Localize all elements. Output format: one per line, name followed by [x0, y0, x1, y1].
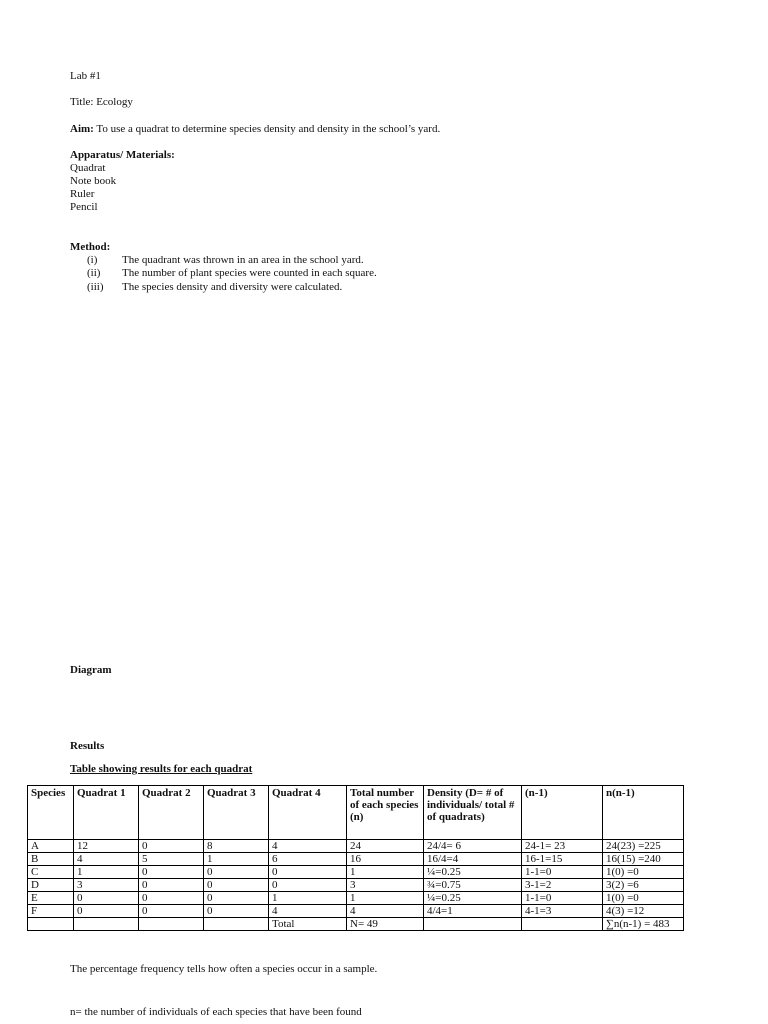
apparatus-label: Apparatus/ Materials: [70, 149, 175, 161]
cell-quadrat-4: 0 [269, 879, 347, 892]
table-row [28, 840, 684, 853]
results-heading [70, 740, 104, 753]
header-quadrat-1: Quadrat 1 [74, 786, 139, 840]
results-heading-text: Results [70, 740, 105, 752]
cell-quadrat-2: 0 [139, 866, 204, 879]
cell-n-times-n-minus-1: 1(0) =0 [603, 892, 684, 905]
results-table [27, 785, 684, 931]
cell-quadrat-3: 1 [204, 853, 269, 866]
header-density: Density (D= # of individuals/ total # of quadrats) [424, 786, 522, 840]
header-n-times-n-minus-1: n(n-1) [603, 786, 684, 840]
table-header-row [28, 786, 684, 840]
method-step-number: (ii) [87, 267, 101, 279]
title-value: Ecology [96, 96, 133, 108]
diagram-heading [70, 664, 112, 677]
cell-quadrat-1: 0 [74, 892, 139, 905]
method-step-text: The species density and diversity were calculated. [122, 281, 343, 293]
title-separator: : [90, 96, 97, 108]
cell-quadrat-2 [139, 918, 204, 931]
cell-total: 16 [347, 853, 424, 866]
cell-density: ¼=0.25 [424, 866, 522, 879]
cell-quadrat-2: 5 [139, 853, 204, 866]
cell-species [28, 918, 74, 931]
header-total: Total number of each species (n) [347, 786, 424, 840]
cell-quadrat-4: 6 [269, 853, 347, 866]
cell-n-minus-1: 3-1=2 [522, 879, 603, 892]
cell-quadrat-3: 0 [204, 866, 269, 879]
cell-species: B [28, 853, 74, 866]
cell-species: D [28, 879, 74, 892]
cell-density: 4/4=1 [424, 905, 522, 918]
method-step-number: (iii) [87, 281, 104, 293]
apparatus-item: Quadrat [70, 162, 106, 174]
header-quadrat-2: Quadrat 2 [139, 786, 204, 840]
table-row [28, 879, 684, 892]
cell-quadrat-4: 4 [269, 840, 347, 853]
title-line [70, 96, 133, 109]
cell-quadrat-2: 0 [139, 892, 204, 905]
cell-species: E [28, 892, 74, 905]
apparatus-item: Note book [70, 175, 117, 187]
header-species: Species [28, 786, 74, 840]
cell-quadrat-4: 0 [269, 866, 347, 879]
cell-total: 4 [347, 905, 424, 918]
cell-n-minus-1 [522, 918, 603, 931]
cell-quadrat-2: 0 [139, 840, 204, 853]
cell-n-minus-1: 24-1= 23 [522, 840, 603, 853]
cell-quadrat-3: 0 [204, 905, 269, 918]
aim-text: To use a quadrat to determine species density and density in the school’s yard. [96, 123, 441, 135]
cell-n-times-n-minus-1: ∑n(n-1) = 483 [603, 918, 684, 931]
table-caption: Table showing results for each quadrat [70, 763, 253, 775]
table-row [28, 905, 684, 918]
aim-line [70, 123, 440, 136]
cell-n-times-n-minus-1: 3(2) =6 [603, 879, 684, 892]
cell-n-times-n-minus-1: 16(15) =240 [603, 853, 684, 866]
cell-quadrat-4: 4 [269, 905, 347, 918]
cell-n-times-n-minus-1: 4(3) =12 [603, 905, 684, 918]
cell-n-times-n-minus-1: 24(23) =225 [603, 840, 684, 853]
cell-quadrat-3: 0 [204, 879, 269, 892]
cell-quadrat-4: 1 [269, 892, 347, 905]
method-step-text: The quadrant was thrown in an area in the school yard. [122, 254, 364, 266]
cell-species: A [28, 840, 74, 853]
header-quadrat-4: Quadrat 4 [269, 786, 347, 840]
method-heading: Method: [70, 241, 111, 253]
aim-label: Aim: [70, 123, 94, 135]
cell-total: N= 49 [347, 918, 424, 931]
cell-density: ¼=0.25 [424, 892, 522, 905]
cell-total: 1 [347, 866, 424, 879]
cell-quadrat-3: 0 [204, 892, 269, 905]
cell-quadrat-2: 0 [139, 879, 204, 892]
cell-density: ¾=0.75 [424, 879, 522, 892]
table-total-row [28, 918, 684, 931]
cell-quadrat-3: 8 [204, 840, 269, 853]
header-quadrat-3: Quadrat 3 [204, 786, 269, 840]
cell-quadrat-1: 4 [74, 853, 139, 866]
table-row [28, 866, 684, 879]
apparatus-item: Ruler [70, 188, 95, 200]
cell-total: 1 [347, 892, 424, 905]
lab-number: Lab #1 [70, 70, 101, 82]
method-label [70, 241, 110, 254]
cell-quadrat-1 [74, 918, 139, 931]
cell-total: 24 [347, 840, 424, 853]
table-row [28, 892, 684, 905]
cell-quadrat-1: 3 [74, 879, 139, 892]
header-n-minus-1: (n-1) [522, 786, 603, 840]
cell-n-minus-1: 16-1=15 [522, 853, 603, 866]
paragraph-n-definition: n= the number of individuals of each species that have been found [70, 1006, 362, 1018]
title-label: Title [70, 96, 91, 108]
method-step-number: (i) [87, 254, 98, 266]
cell-n-minus-1: 1-1=0 [522, 892, 603, 905]
cell-total: 3 [347, 879, 424, 892]
cell-density: 24/4= 6 [424, 840, 522, 853]
cell-quadrat-3 [204, 918, 269, 931]
cell-n-minus-1: 4-1=3 [522, 905, 603, 918]
table-row [28, 853, 684, 866]
cell-species: C [28, 866, 74, 879]
cell-quadrat-1: 12 [74, 840, 139, 853]
method-list [70, 254, 470, 296]
cell-quadrat-1: 0 [74, 905, 139, 918]
cell-n-minus-1: 1-1=0 [522, 866, 603, 879]
cell-n-times-n-minus-1: 1(0) =0 [603, 866, 684, 879]
cell-density [424, 918, 522, 931]
diagram-heading-text: Diagram [70, 664, 112, 676]
apparatus-section [70, 149, 175, 214]
cell-quadrat-2: 0 [139, 905, 204, 918]
apparatus-item: Pencil [70, 201, 98, 213]
cell-species: F [28, 905, 74, 918]
cell-quadrat-4: Total [269, 918, 347, 931]
cell-density: 16/4=4 [424, 853, 522, 866]
paragraph-frequency: The percentage frequency tells how often a species occur in a sample. [70, 963, 378, 975]
cell-quadrat-1: 1 [74, 866, 139, 879]
method-step-text: The number of plant species were counted in each square. [122, 267, 377, 279]
